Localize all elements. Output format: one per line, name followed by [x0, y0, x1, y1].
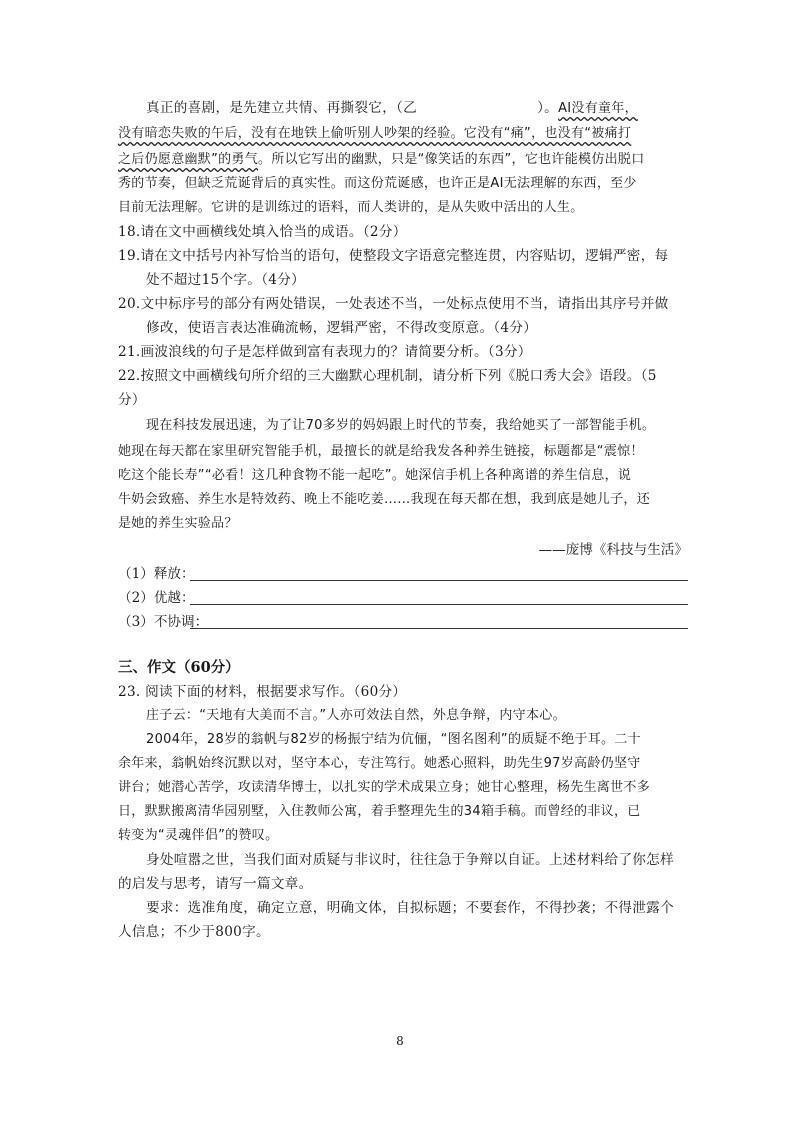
passage-text: 真正的喜剧，是先建立共情、再撕裂它，（乙: [146, 100, 418, 116]
question-22-line-1: 22.按照文中画横线句所介绍的三大幽默心理机制，请分析下列《脱口秀大会》语段。（5: [118, 368, 657, 384]
passage-line-2: 没有暗恋失败的午后，没有在地铁上偷听别人吵架的经验。它没有“痛”，也没有“被痛打: [118, 126, 632, 141]
answer-line[interactable]: [190, 604, 688, 605]
answer-row-3: [118, 610, 688, 634]
question-19-line-1: 19.请在文中括号内补写恰当的语句，使整段文字语意完整连贯，内容贴切，逻辑严密，每: [118, 248, 669, 264]
excerpt-line-5: 是她的养生实验品？: [118, 516, 238, 531]
question-20-line-2: 修改，使语言表达准确流畅，逻辑严密，不得改变原意。（4分）: [146, 320, 538, 336]
excerpt-line-1: 现在科技发展迅速，为了让70多岁的妈妈跟上时代的节奏，我给她买了一部智能手机。: [146, 418, 656, 433]
question-20-line-1: 20.文中标序号的部分有两处错误，一处表述不当，一处标点使用不当，请指出其序号并做: [118, 296, 669, 312]
essay-material-p2-line-5: 转变为“灵魂伴侣”的赞叹。: [118, 828, 279, 843]
excerpt-line-4: 牛奶会致癌、养生水是特效药、晚上不能吃姜……我现在每天都在想，我到底是她儿子，还: [118, 492, 651, 507]
passage-text: ）。: [537, 100, 559, 116]
question-22-line-2: 分）: [118, 392, 146, 408]
passage-text: 。所以它写出的幽默，只是“像笑话的东西”，它也许能模仿出脱口: [258, 152, 645, 167]
answer-line[interactable]: [190, 628, 688, 629]
answer-label: （2）优越：: [118, 590, 195, 606]
essay-material-p2-line-3: 讲台；她潜心苦学，攻读清华博士，以扎实的学术成果立身；她甘心整理，杨先生离世不多: [118, 780, 651, 795]
essay-material-p1: 庄子云：“天地有大美而不言。”人亦可效法自然，外息争辩，内守本心。: [146, 708, 566, 723]
passage-line-4: 秀的节奏，但缺乏荒诞背后的真实性。而这份荒诞感，也许正是AI无法理解的东西，至少: [118, 176, 637, 191]
essay-material-p2-line-1: 2004年，28岁的翁帆与82岁的杨振宁结为伉俪，“图名图利”的质疑不绝于耳。二十: [146, 732, 641, 747]
passage-line-5: 目前无法理解。它讲的是训练过的语料，而人类讲的，是从失败中活出的人生。: [118, 200, 584, 215]
passage-line-3: [118, 148, 688, 172]
essay-prompt-line-1: 身处喧嚣之世，当我们面对质疑与非议时，往往急于争辩以自证。上述材料给了你怎样: [146, 852, 674, 868]
section-heading: 三、作文（60分）: [118, 659, 240, 676]
passage-line-1: [146, 96, 688, 121]
essay-prompt-line-2: 的启发与思考，请写一篇文章。: [118, 876, 313, 892]
answer-label: （1）释放：: [118, 566, 195, 582]
answer-label: （3）不协调：: [118, 614, 209, 630]
question-18: 18.请在文中画横线处填入恰当的成语。（2分）: [118, 224, 407, 240]
question-23: 23. 阅读下面的材料，根据要求写作。（60分）: [118, 684, 407, 700]
excerpt-source: ——庞博《科技与生活》: [538, 542, 688, 558]
excerpt-line-2: 她现在每天都在家里研究智能手机，最擅长的就是给我发各种养生链接，标题都是“震惊！: [118, 444, 644, 459]
essay-requirements-line-1: 要求：选准角度，确定立意，明确文体，自拟标题；不要套作，不得抄袭；不得泄露个: [146, 900, 674, 916]
essay-requirements-line-2: 人信息；不少于800字。: [118, 924, 270, 940]
wavy-underlined-text: AI没有童年，: [558, 101, 638, 116]
essay-material-p2-line-4: 日，默默搬离清华园别墅，入住教师公寓，着手整理先生的34箱手稿。而曾经的非议，已: [118, 804, 641, 819]
question-21: 21.画波浪线的句子是怎样做到富有表现力的？请简要分析。（3分）: [118, 344, 532, 360]
essay-material-p2-line-2: 余年来，翁帆始终沉默以对，坚守本心，专注笃行。她悉心照料，助先生97岁高龄仍坚守: [118, 756, 641, 771]
page-number: 8: [396, 1034, 404, 1048]
excerpt-line-3: 吃这个能长寿”“必看！这几种食物不能一起吃”。她深信手机上各种离谱的养生信息，说: [118, 468, 632, 483]
answer-row-2: [118, 586, 688, 610]
answer-line[interactable]: [190, 580, 688, 581]
answer-row-1: [118, 562, 688, 586]
question-19-line-2: 处不超过15个字。（4分）: [146, 272, 305, 288]
wavy-underlined-text: 之后仍愿意幽默”的勇气: [118, 152, 259, 167]
